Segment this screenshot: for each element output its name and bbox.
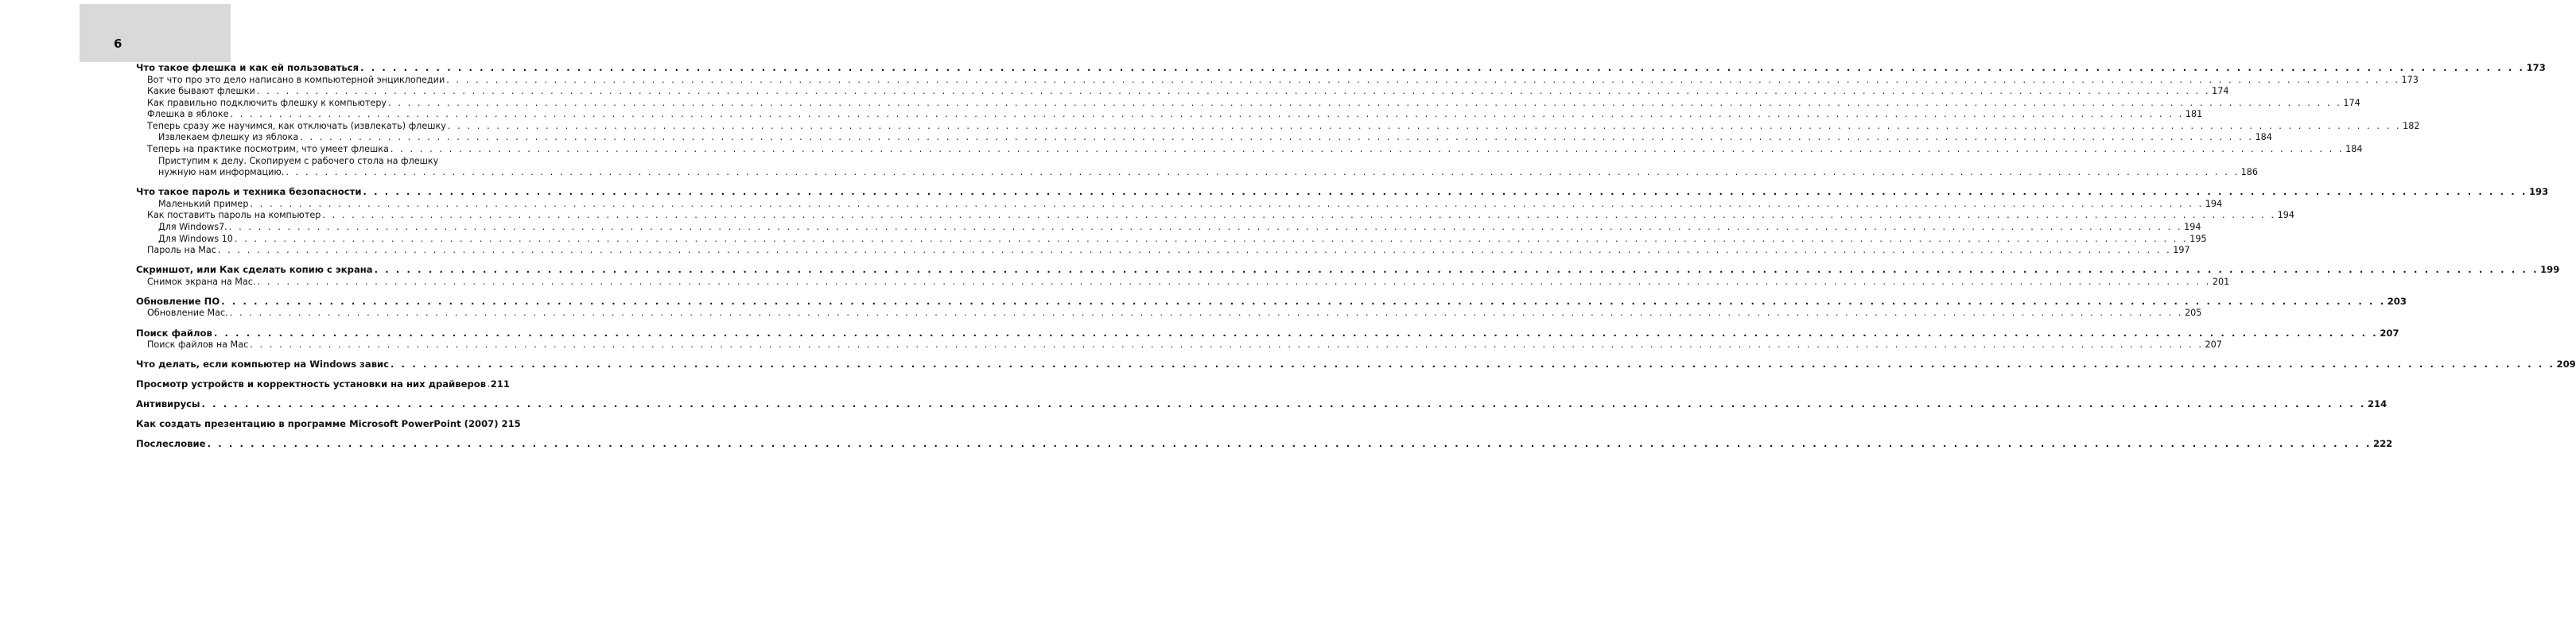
dot-leader: . . . . . . . . . . . . . . . . . . . . . . . . . . . . . . . . . . . . . . . . . . . . . . . . . . . . . . . . . . . . . . . . . . . . . . . . . . . . . . . . . . . . . . . . . . . . . . . . . . . . . . . . . . . . . . . . . . . . . . . . . . . . . . . . . . . . . . . . . . . . . . . . . . . . . . . . . . . . . . . . . . . . . . . . . . . . . . . . . . . . . . . . . . . . . . . . . . . . . . . .	[390, 144, 2345, 155]
toc-entry-title: Антивирусы	[136, 398, 200, 410]
dot-leader: . . . . . . . . . . . . . . . . . . . . . . . . . . . . . . . . . . . . . . . . . . . . . . . . . . . . . . . . . . . . . . . . . . . . . . . . . . . . . . . . . . . . . . . . . . . . . . . . . . . . . . . . . . . . . . . . . . . . . . . . . . . . . . . . . . . . . . . . . . . . . . . . . . . . . . . . . . . . . . . . . . . . . . . . . . . . . . . . . . . . . . . . . . . . . . . . . . . . . . . .	[250, 198, 2204, 209]
toc-entry-title: Обновление Mac.	[147, 308, 228, 319]
toc-entry[interactable]	[136, 120, 2420, 133]
dot-leader: . . . . . . . . . . . . . . . . . . . . . . . . . . . . . . . . . . . . . . . . . . . . . . . . . . . . . . . . . . . . . . . . . . . . . . . . . . . . . . . . . . . . . . . . . . . . . . . . . . . . . . . . . . . . . . . . . . . . . . . . . . . . . . . . . . . . . . . . . . . . . . . . . . . . . . . . . . . . . . . . . . . . . . . . . . . . . . . . . . . . . . . . . . . . . . . . . . . . . . . .	[446, 74, 2400, 85]
dot-leader: . . . . . . . . . . . . . . . . . . . . . . . . . . . . . . . . . . . . . . . . . . . . . . . . . . . . . . . . . . . . . . . . . . . . . . . . . . . . . . . . . . . . . . . . . . . . . . . . . . . . . . . . . . . . . . . . . . . . . . . . . . . . . . . . . . . . . . . . . . . . . . . . . . . . . . . . . . . . . . . . . . . . . . . . . . . . . . . . . . . . . . . . . . . . . . . . . . . . . . . .	[257, 276, 2211, 287]
toc-section	[136, 378, 510, 391]
toc-chapter[interactable]	[136, 438, 2393, 451]
dot-leader: . . . . . . . . . . . . . . . . . . . . . . . . . . . . . . . . . . . . . . . . . . . . . . . . . . . . . . . . . . . . . . . . . . . . . . . . . . . . . . . . . . . . . . . . . . . . . . . . . . . . . . . . . . . . . . . . . . . . . . . . . . . . . . . . . . . . . . . . . . . . . . . . . . . . . . . . . . . . . . . . . . . . . . . . . . . . . . . . . . . . . . . . . . . . . . . . . . . . . . . .	[300, 132, 2254, 143]
toc-page-number: 214	[2367, 398, 2388, 410]
toc-section	[136, 186, 2549, 256]
toc-chapter[interactable]	[136, 186, 2549, 199]
toc-entry-title: Поиск файлов	[136, 327, 212, 339]
toc-entry[interactable]	[136, 233, 2207, 246]
dot-leader: . . . . . . . . . . . . . . . . . . . . . . . . . . . . . . . . . . . . . . . . . . . . . . . . . . . . . . . . . . . . . . . . . . . . . . . . . . . . . . . . . . . . . . . . . . . . . . . . . . . . . . . . . . . . . . . . . . . . . . . . . . . . . . . . . . . . . . . . . . . . . . . . . . . . . . . . . . . . . . . . . . . . . . . . . . . . . . . . . . . . . . . . . . . . . . . . . . . . . . . .	[201, 398, 2366, 410]
toc-page-number: 199	[2540, 264, 2560, 276]
toc-entry-title: Поиск файлов на Mac	[147, 339, 249, 350]
toc-entry-title: Маленький пример	[158, 198, 249, 209]
toc-entry-title: Как создать презентацию в программе Microsoft PowerPoint (2007)	[136, 418, 499, 430]
toc-entry[interactable]	[136, 245, 2190, 257]
toc-chapter[interactable]	[136, 295, 2407, 308]
toc-entry-title: Для Windows7.	[158, 222, 227, 233]
toc-entry-title: Снимок экрана на Mac.	[147, 276, 256, 287]
toc-page-number: 209	[2556, 359, 2576, 370]
toc-page-number: 193	[2528, 186, 2549, 198]
toc-entry[interactable]	[136, 144, 2363, 156]
toc-entry-title: Обновление ПО	[136, 295, 220, 307]
toc-entry-title: Как правильно подключить флешку к компьютеру	[147, 97, 387, 108]
toc-chapter[interactable]	[136, 398, 2388, 411]
dot-leader: . . . . . . . . . . . . . . . . . . . . . . . . . . . . . . . . . . . . . . . . . . . . . . . . . . . . . . . . . . . . . . . . . . . . . . . . . . . . . . . . . . . . . . . . . . . . . . . . . . . . . . . . . . . . . . . . . . . . . . . . . . . . . . . . . . . . . . . . . . . . . . . . . . . . . . . . . . . . . . . . . . . . . . . . . . . . . . . . . . . . . . . . . . . . . . . . . . . . . . . .	[360, 62, 2525, 73]
dot-leader: . . . . . . . . . . . . . . . . . . . . . . . . . . . . . . . . . . . . . . . . . . . . . . . . . . . . . . . . . . . . . . . . . . . . . . . . . . . . . . . . . . . . . . . . . . . . . . . . . . . . . . . . . . . . . . . . . . . . . . . . . . . . . . . . . . . . . . . . . . . . . . . . . . . . . . . . . . . . . . . . . . . . . . . . . . . . . . . . . . . . . . . . . . . . . . . . . . . . . . . .	[213, 327, 2379, 339]
toc-page-number: 205	[2185, 308, 2202, 319]
toc-entry[interactable]	[136, 86, 2229, 98]
toc-section	[136, 327, 2399, 351]
toc-entry-title: Что такое пароль и техника безопасности	[136, 186, 362, 198]
dot-leader: . . . . . . . . . . . . . . . . . . . . . . . . . . . . . . . . . . . . . . . . . . . . . . . . . . . . . . . . . . . . . . . . . . . . . . . . . . . . . . . . . . . . . . . . . . . . . . . . . . . . . . . . . . . . . . . . . . . . . . . . . . . . . . . . . . . . . . . . . . . . . . . . . . . . . . . . . . . . . . . . . . . . . . . . . . . . . . . . . . . . . . . . . . . . . . . . . . . . . . . .	[322, 210, 2276, 221]
toc-entry[interactable]	[136, 74, 2419, 87]
toc-entry-title: Как поставить пароль на компьютер	[147, 210, 321, 221]
toc-entry-title: Теперь сразу же научимся, как отключать (извлекать) флешку	[147, 120, 446, 131]
toc-entry[interactable]	[136, 132, 2272, 144]
toc-page-number: 222	[2373, 438, 2393, 450]
toc-page-number: 207	[2380, 327, 2399, 339]
toc-page-number: 194	[2277, 210, 2295, 221]
toc-entry-title: Пароль на Mac	[147, 245, 216, 256]
dot-leader: . . . . . . . . . . . . . . . . . . . . . . . . . . . . . . . . . . . . . . . . . . . . . . . . . . . . . . . . . . . . . . . . . . . . . . . . . . . . . . . . . . . . . . . . . . . . . . . . . . . . . . . . . . . . . . . . . . . . . . . . . . . . . . . . . . . . . . . . . . . . . . . . . . . . . . . . . . . . . . . . . . . . . . . . . . . . . . . . . . . . . . . . . . . . . . . . . . . . . . . .	[388, 97, 2342, 108]
toc-section	[136, 438, 2393, 451]
toc-chapter[interactable]	[136, 418, 521, 431]
toc-chapter[interactable]	[136, 359, 2576, 371]
toc-page-number: 201	[2212, 276, 2230, 287]
toc-entry[interactable]	[136, 339, 2222, 351]
toc-entry-title: Какие бывают флешки	[147, 86, 255, 97]
toc-entry-title: Что такое флешка и как ей пользоваться	[136, 62, 359, 73]
toc-entry[interactable]	[136, 167, 2259, 179]
toc-entry[interactable]	[136, 210, 2295, 222]
dot-leader	[488, 378, 489, 391]
dot-leader: . . . . . . . . . . . . . . . . . . . . . . . . . . . . . . . . . . . . . . . . . . . . . . . . . . . . . . . . . . . . . . . . . . . . . . . . . . . . . . . . . . . . . . . . . . . . . . . . . . . . . . . . . . . . . . . . . . . . . . . . . . . . . . . . . . . . . . . . . . . . . . . . . . . . . . . . . . . . . . . . . . . . . . . . . . . . . . . . . . . . . . . . . . . . . . . . . . . . . . . .	[229, 308, 2184, 319]
toc-page-number: 186	[2240, 167, 2259, 178]
toc-entry-title: Послесловие	[136, 438, 206, 450]
dot-leader: . . . . . . . . . . . . . . . . . . . . . . . . . . . . . . . . . . . . . . . . . . . . . . . . . . . . . . . . . . . . . . . . . . . . . . . . . . . . . . . . . . . . . . . . . . . . . . . . . . . . . . . . . . . . . . . . . . . . . . . . . . . . . . . . . . . . . . . . . . . . . . . . . . . . . . . . . . . . . . . . . . . . . . . . . . . . . . . . . . . . . . . . . . . . . . . . . . . . . . . .	[207, 438, 2372, 450]
dot-leader: . . . . . . . . . . . . . . . . . . . . . . . . . . . . . . . . . . . . . . . . . . . . . . . . . . . . . . . . . . . . . . . . . . . . . . . . . . . . . . . . . . . . . . . . . . . . . . . . . . . . . . . . . . . . . . . . . . . . . . . . . . . . . . . . . . . . . . . . . . . . . . . . . . . . . . . . . . . . . . . . . . . . . . . . . . . . . . . . . . . . . . . . . . . . . . . . . . . . . . . .	[363, 186, 2527, 198]
toc-page-number: 184	[2255, 132, 2272, 143]
dot-leader: . . . . . . . . . . . . . . . . . . . . . . . . . . . . . . . . . . . . . . . . . . . . . . . . . . . . . . . . . . . . . . . . . . . . . . . . . . . . . . . . . . . . . . . . . . . . . . . . . . . . . . . . . . . . . . . . . . . . . . . . . . . . . . . . . . . . . . . . . . . . . . . . . . . . . . . . . . . . . . . . . . . . . . . . . . . . . . . . . . . . . . . . . . . . . . . . . . . . . . . .	[230, 109, 2184, 120]
toc-page-number: 173	[2526, 62, 2546, 73]
toc-entry-title: Скриншот, или Как сделать копию с экрана	[136, 264, 373, 276]
toc-entry[interactable]	[136, 222, 2201, 234]
toc-page-number: 173	[2401, 74, 2419, 85]
toc-page-number: 215	[501, 418, 521, 430]
dot-leader: . . . . . . . . . . . . . . . . . . . . . . . . . . . . . . . . . . . . . . . . . . . . . . . . . . . . . . . . . . . . . . . . . . . . . . . . . . . . . . . . . . . . . . . . . . . . . . . . . . . . . . . . . . . . . . . . . . . . . . . . . . . . . . . . . . . . . . . . . . . . . . . . . . . . . . . . . . . . . . . . . . . . . . . . . . . . . . . . . . . . . . . . . . . . . . . . . . . . . . . .	[234, 233, 2189, 244]
toc-entry[interactable]	[136, 156, 510, 168]
toc-page-number: 194	[2184, 222, 2201, 233]
toc-entry[interactable]	[136, 97, 2360, 110]
toc-section	[136, 359, 2576, 371]
dot-leader: . . . . . . . . . . . . . . . . . . . . . . . . . . . . . . . . . . . . . . . . . . . . . . . . . . . . . . . . . . . . . . . . . . . . . . . . . . . . . . . . . . . . . . . . . . . . . . . . . . . . . . . . . . . . . . . . . . . . . . . . . . . . . . . . . . . . . . . . . . . . . . . . . . . . . . . . . . . . . . . . . . . . . . . . . . . . . . . . . . . . . . . . . . . . . . . . . . . . . . . .	[390, 359, 2555, 370]
toc-page-number: 197	[2173, 245, 2190, 256]
toc-entry-title: Извлекаем флешку из яблока	[158, 132, 299, 143]
toc-section	[136, 62, 2546, 179]
toc-page-number: 174	[2343, 97, 2360, 108]
toc-page-number: 195	[2189, 233, 2207, 244]
table-of-contents	[136, 62, 2576, 458]
toc-page-number: 184	[2345, 144, 2363, 155]
dot-leader: . . . . . . . . . . . . . . . . . . . . . . . . . . . . . . . . . . . . . . . . . . . . . . . . . . . . . . . . . . . . . . . . . . . . . . . . . . . . . . . . . . . . . . . . . . . . . . . . . . . . . . . . . . . . . . . . . . . . . . . . . . . . . . . . . . . . . . . . . . . . . . . . . . . . . . . . . . . . . . . . . . . . . . . . . . . . . . . . . . . . . . . . . . . . . . . . . . . . . . . .	[217, 245, 2172, 256]
toc-page-number: 203	[2387, 295, 2407, 307]
toc-entry-title: Для Windows 10	[158, 233, 233, 244]
toc-chapter[interactable]	[136, 62, 2546, 75]
toc-entry-title: Что делать, если компьютер на Windows завис	[136, 359, 390, 370]
toc-chapter[interactable]	[136, 264, 2560, 277]
toc-entry[interactable]	[136, 276, 2230, 289]
toc-entry-title: Приступим к делу. Скопируем с рабочего стола на флешку	[158, 155, 439, 166]
dot-leader: . . . . . . . . . . . . . . . . . . . . . . . . . . . . . . . . . . . . . . . . . . . . . . . . . . . . . . . . . . . . . . . . . . . . . . . . . . . . . . . . . . . . . . . . . . . . . . . . . . . . . . . . . . . . . . . . . . . . . . . . . . . . . . . . . . . . . . . . . . . . . . . . . . . . . . . . . . . . . . . . . . . . . . . . . . . . . . . . . . . . . . . . . . . . . . . . . . . . . . . .	[250, 339, 2204, 350]
toc-entry-title: Теперь на практике посмотрим, что умеет флешка	[147, 144, 389, 155]
toc-section	[136, 418, 521, 431]
dot-leader: . . . . . . . . . . . . . . . . . . . . . . . . . . . . . . . . . . . . . . . . . . . . . . . . . . . . . . . . . . . . . . . . . . . . . . . . . . . . . . . . . . . . . . . . . . . . . . . . . . . . . . . . . . . . . . . . . . . . . . . . . . . . . . . . . . . . . . . . . . . . . . . . . . . . . . . . . . . . . . . . . . . . . . . . . . . . . . . . . . . . . . . . . . . . . . . . . . . . . . . .	[221, 295, 2386, 307]
toc-chapter[interactable]	[136, 327, 2399, 340]
toc-entry-title: нужную нам информацию.	[158, 167, 285, 178]
page-number: 6	[114, 37, 122, 51]
toc-page-number: 182	[2403, 120, 2420, 131]
toc-page-number: 211	[490, 378, 510, 390]
toc-section	[136, 295, 2407, 320]
toc-chapter[interactable]	[136, 378, 510, 391]
toc-page-number: 181	[2185, 109, 2203, 120]
page-header-tab	[80, 4, 231, 62]
toc-page-number: 194	[2205, 198, 2223, 209]
dot-leader: . . . . . . . . . . . . . . . . . . . . . . . . . . . . . . . . . . . . . . . . . . . . . . . . . . . . . . . . . . . . . . . . . . . . . . . . . . . . . . . . . . . . . . . . . . . . . . . . . . . . . . . . . . . . . . . . . . . . . . . . . . . . . . . . . . . . . . . . . . . . . . . . . . . . . . . . . . . . . . . . . . . . . . . . . . . . . . . . . . . . . . . . . . . . . . . . . . . . . . . .	[256, 86, 2211, 97]
dot-leader: . . . . . . . . . . . . . . . . . . . . . . . . . . . . . . . . . . . . . . . . . . . . . . . . . . . . . . . . . . . . . . . . . . . . . . . . . . . . . . . . . . . . . . . . . . . . . . . . . . . . . . . . . . . . . . . . . . . . . . . . . . . . . . . . . . . . . . . . . . . . . . . . . . . . . . . . . . . . . . . . . . . . . . . . . . . . . . . . . . . . . . . . . . . . . . . . . . . . . . . .	[228, 222, 2183, 233]
toc-section	[136, 398, 2388, 411]
toc-entry-title: Флешка в яблоке	[147, 109, 229, 120]
toc-entry[interactable]	[136, 308, 2202, 320]
toc-page-number: 174	[2212, 86, 2229, 97]
toc-entry-title: Вот что про это дело написано в компьютерной энциклопедии	[147, 74, 445, 85]
toc-entry-title: Просмотр устройств и корректность установки на них драйверов	[136, 378, 487, 390]
toc-section	[136, 264, 2560, 288]
dot-leader: . . . . . . . . . . . . . . . . . . . . . . . . . . . . . . . . . . . . . . . . . . . . . . . . . . . . . . . . . . . . . . . . . . . . . . . . . . . . . . . . . . . . . . . . . . . . . . . . . . . . . . . . . . . . . . . . . . . . . . . . . . . . . . . . . . . . . . . . . . . . . . . . . . . . . . . . . . . . . . . . . . . . . . . . . . . . . . . . . . . . . . . . . . . . . . . . . . . . . . . .	[374, 264, 2539, 276]
dot-leader: . . . . . . . . . . . . . . . . . . . . . . . . . . . . . . . . . . . . . . . . . . . . . . . . . . . . . . . . . . . . . . . . . . . . . . . . . . . . . . . . . . . . . . . . . . . . . . . . . . . . . . . . . . . . . . . . . . . . . . . . . . . . . . . . . . . . . . . . . . . . . . . . . . . . . . . . . . . . . . . . . . . . . . . . . . . . . . . . . . . . . . . . . . . . . . . . . . . . . . . .	[286, 167, 2240, 178]
toc-entry[interactable]	[136, 198, 2223, 211]
toc-entry[interactable]	[136, 109, 2203, 121]
dot-leader: . . . . . . . . . . . . . . . . . . . . . . . . . . . . . . . . . . . . . . . . . . . . . . . . . . . . . . . . . . . . . . . . . . . . . . . . . . . . . . . . . . . . . . . . . . . . . . . . . . . . . . . . . . . . . . . . . . . . . . . . . . . . . . . . . . . . . . . . . . . . . . . . . . . . . . . . . . . . . . . . . . . . . . . . . . . . . . . . . . . . . . . . . . . . . . . . . . . . . . . .	[447, 120, 2402, 131]
toc-page-number: 207	[2205, 339, 2222, 350]
